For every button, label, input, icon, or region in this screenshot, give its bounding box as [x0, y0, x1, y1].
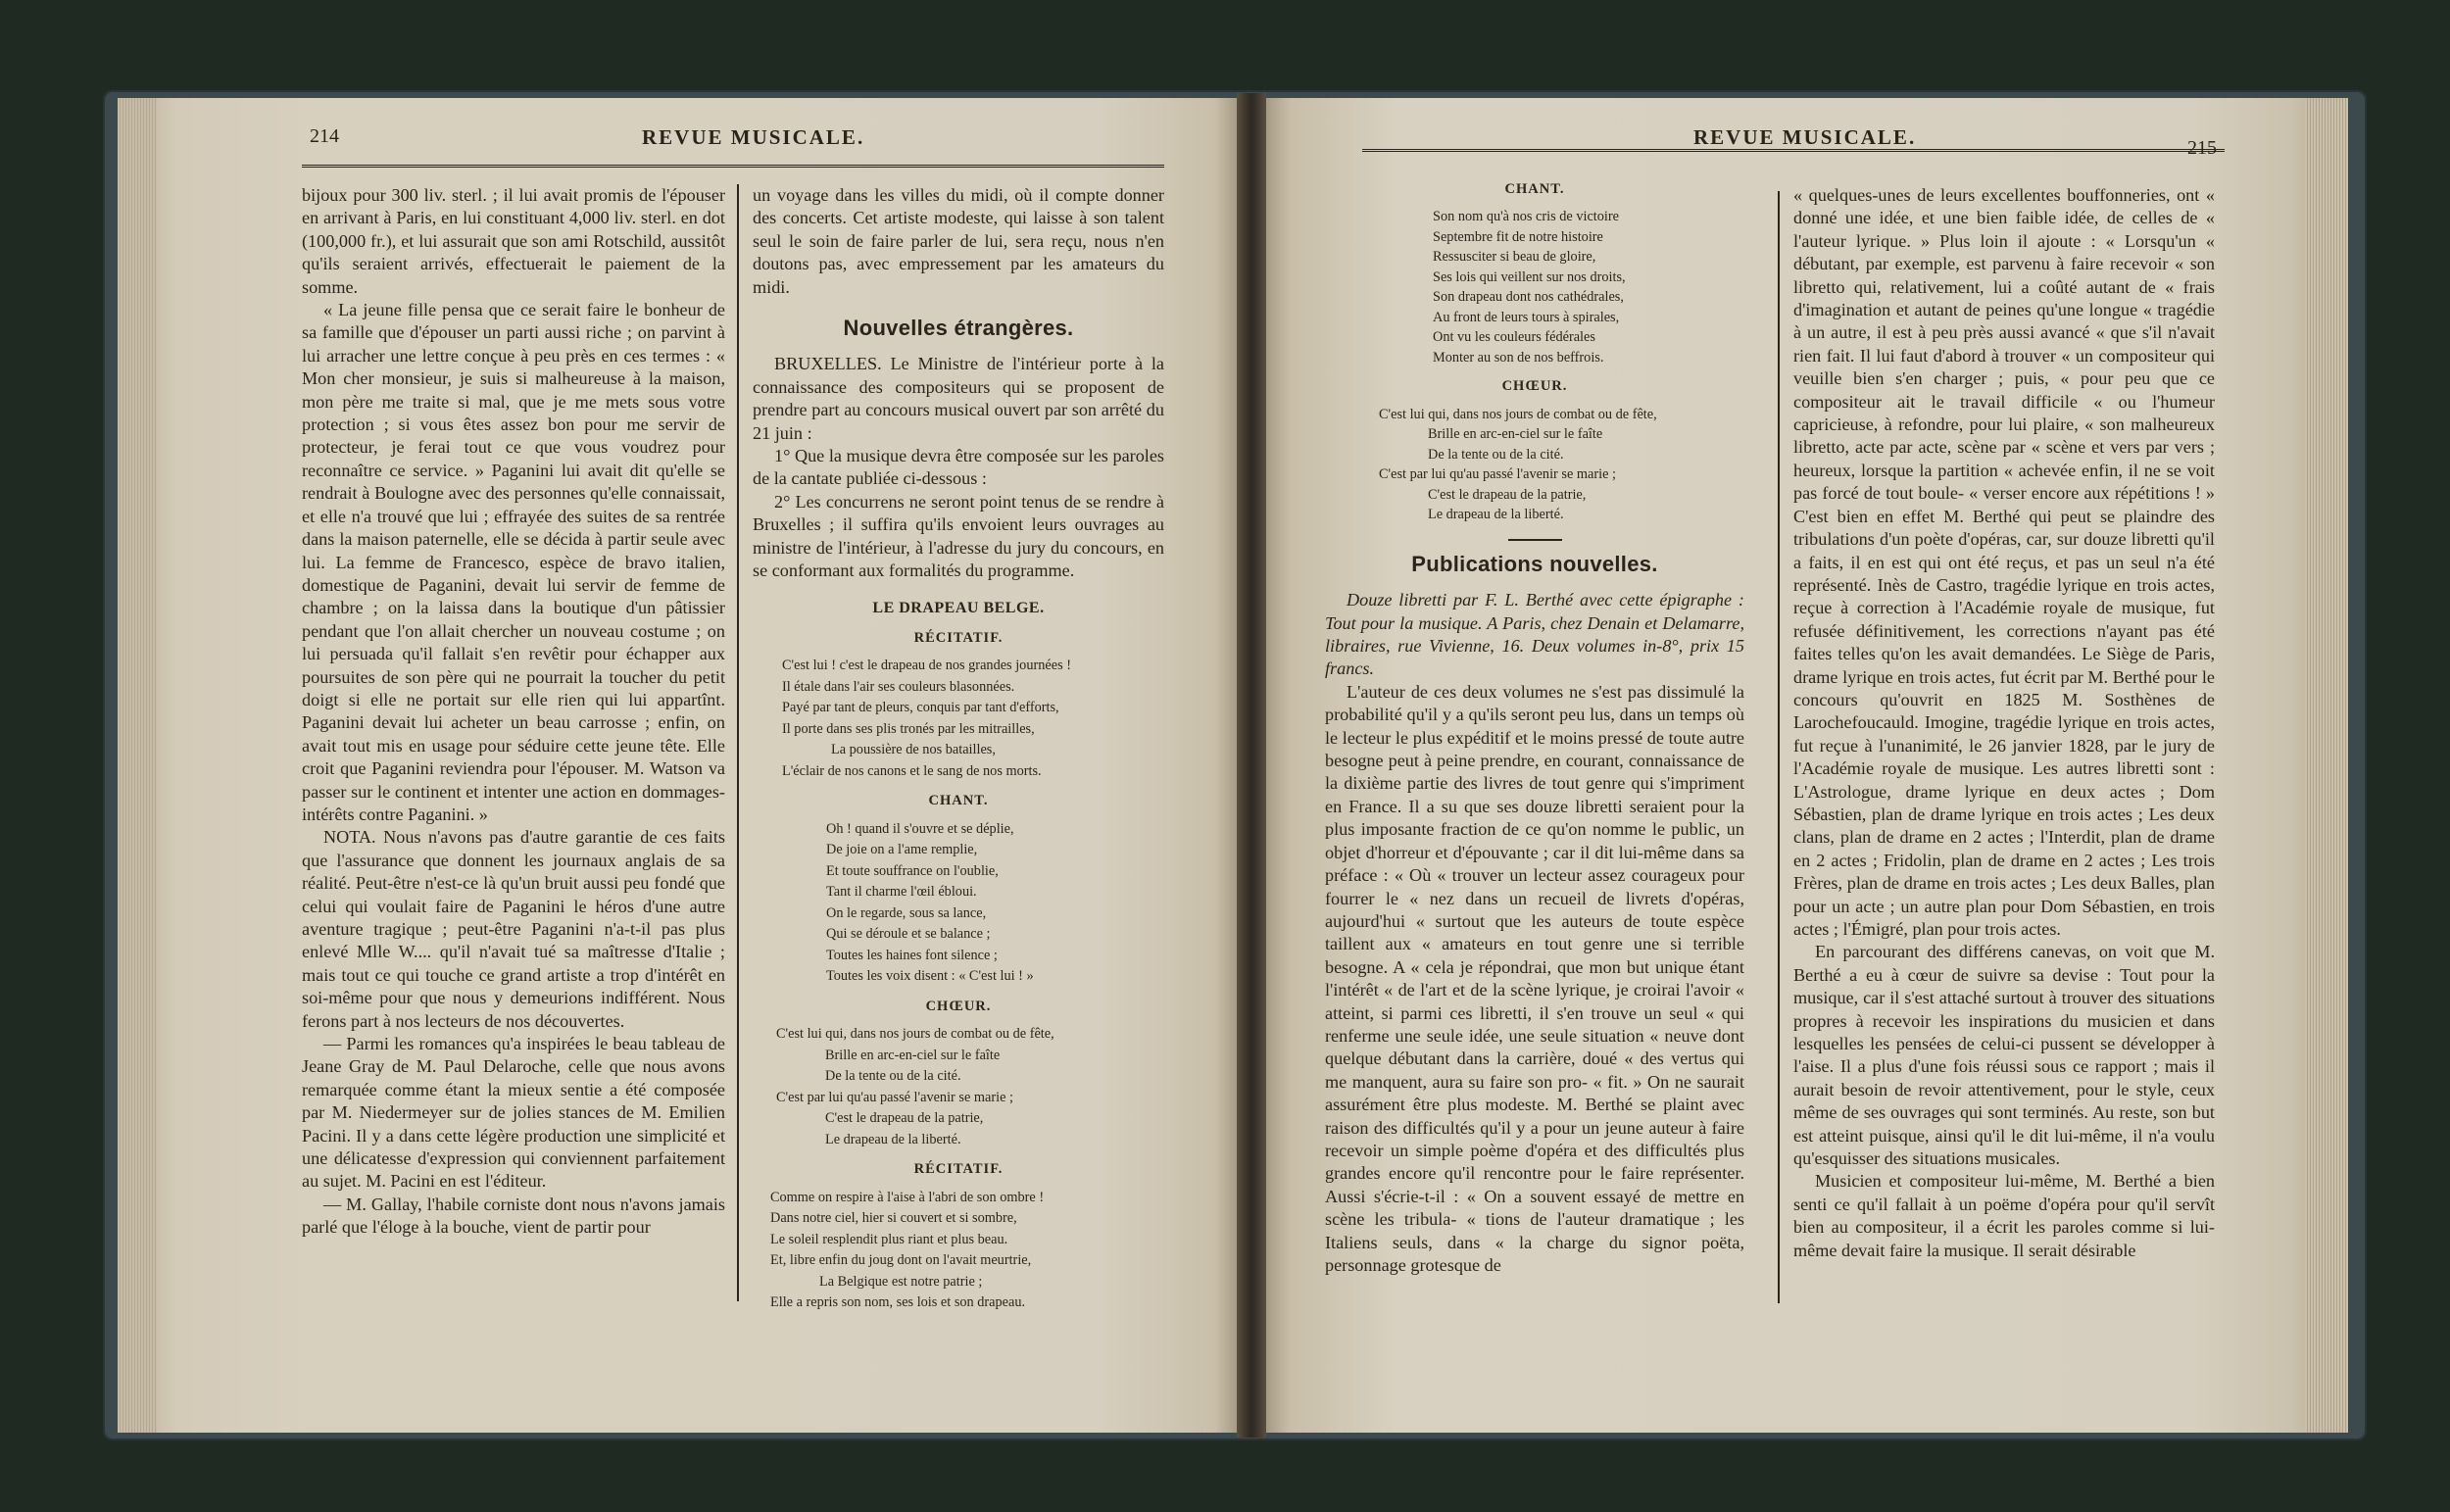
left-header-rule — [302, 165, 1164, 168]
right-page-edges — [2305, 98, 2348, 1433]
verse-line: Elle a repris son nom, ses lois et son drapeau. — [770, 1294, 1026, 1311]
verse-line: Et, libre enfin du joug dont on l'avait meurtrie, — [770, 1252, 1032, 1269]
verse-line: C'est par lui qu'au passé l'avenir se marie ; — [776, 1089, 1013, 1105]
verse-line: Septembre fit de notre histoire — [1433, 228, 1603, 245]
verse-line: Brille en arc-en-ciel sur le faîte — [825, 1047, 1001, 1063]
verse-line: Ont vu les couleurs fédérales — [1433, 329, 1595, 346]
verse-line: C'est le drapeau de la patrie, — [1428, 486, 1587, 503]
verse-line: Au front de leurs tours à spirales, — [1433, 309, 1620, 325]
verse-line: L'éclair de nos canons et le sang de nos morts. — [782, 762, 1042, 779]
paragraph: — M. Gallay, l'habile corniste dont nous n'avons jamais parlé que l'éloge à la bouche, vient de partir pour — [302, 1194, 725, 1238]
verse-line: De joie on a l'ame remplie, — [826, 842, 978, 858]
choeur-verse — [1325, 405, 1744, 525]
verse-line: C'est lui ! c'est le drapeau de nos grandes journées ! — [782, 658, 1071, 674]
verse-line: Toutes les haines font silence ; — [826, 947, 998, 963]
choeur-heading: CHŒUR. — [1501, 378, 1568, 395]
verse-line: Son drapeau dont nos cathédrales, — [1433, 289, 1624, 306]
verse-line: Ressusciter si beau de gloire, — [1433, 249, 1596, 266]
verse-line: Brille en arc-en-ciel sur le faîte — [1428, 426, 1603, 443]
recitatif-heading: RÉCITATIF. — [913, 1161, 1004, 1178]
section-title-publications-nouvelles: Publications nouvelles. — [1411, 551, 1658, 576]
chant-heading: CHANT. — [928, 793, 989, 809]
chant-verse — [753, 819, 1164, 988]
verse-line: De la tente ou de la cité. — [1428, 446, 1564, 463]
left-running-head: REVUE MUSICALE. — [642, 125, 865, 149]
paragraph: — Parmi les romances qu'a inspirées le beau tableau de Jeane Gray de M. Paul Delaroche, celle que nous avons remarquée comme étant la mieux sentie a été composée par M. Niedermeyer sur de jolies stances de M. Emilien Pacini. Il y a dans cette légère production une simplicité et une délicatesse d'expression qui conviennent parfaitement au sujet. M. Pacini en est l'éditeur. — [302, 1034, 725, 1192]
verse-line: Comme on respire à l'aise à l'abri de son ombre ! — [770, 1189, 1045, 1205]
verse-line: La poussière de nos batailles, — [831, 742, 996, 758]
paragraph: « La jeune fille pensa que ce serait faire le bonheur de sa famille que d'épouser un parti aussi riche ; on parvint à lui arracher une lettre conçue à peu près en ces termes : « Mon cher monsieur, je suis si malheureuse à la maison, mon père me traite si mal, que je me mets sous votre protection ; si vous êtes assez bon pour me servir de protecteur, je ferai tout ce que vous voudrez pour reconnaître ce service. » Paganini lui avait dit qu'elle se rendrait à Boulogne avec des personnes qu'elle connaissait, et elle n'a trouvé que lui ; effrayée des suites de sa rentrée dans la maison paternelle, elle se décida à partir seule avec lui. La femme de Francesco, espèce de bravo italien, domestique de Paganini, devait lui servir de femme de chambre ; on la laissa dans la boutique d'un pâtissier pendant que l'on allait chercher un nouveau costume ; on lui persuada qu'il fallait s'en revêtir pour échapper aux poursuites de son père qui ne pourrait la toucher du petit doigt si elle ne portait sur elle rien qui lui appartînt. Paganini devait lui acheter un beau carrosse ; enfin, on avait tout mis en usage pour séduire cette jeune tête. Elle croit que Paganini reviendra pour l'épouser. M. Watson va passer sur le continent et intenter une action en dommages-intérêts contre Paganini. » — [302, 300, 725, 824]
verse-line: La Belgique est notre patrie ; — [819, 1273, 983, 1290]
verse-line: Ses lois qui veillent sur nos droits, — [1433, 268, 1626, 285]
poem-title: LE DRAPEAU BELGE. — [872, 599, 1045, 616]
verse-line: Payé par tant de pleurs, conquis par tant d'efforts, — [782, 700, 1059, 716]
verse-line: Tant il charme l'œil ébloui. — [826, 884, 977, 901]
paragraph-bruxelles: BRUXELLES. Le Ministre de l'intérieur porte à la connaissance des compositeurs qui se proposent de prendre part au concours musical ouvert par son arrêté du 21 juin : — [753, 354, 1164, 443]
paragraph: « quelques-unes de leurs excellentes bouffonneries, ont « donné une idée, et une bien faible idée, de celles de « l'auteur lyrique. » Plus loin il ajoute : « Lorsqu'un « débutant, par exemple, est parvenu à faire recevoir « son libretto qui, relativement, lui a coûté autant de « frais d'imagination et autant de peines qu'une longue « tragédie à un autre, il est à peu près aussi avancé « que s'il n'avait rien fait. Il lui faut d'abord à trouver « un compositeur qui veuille bien s'en charger ; puis, « pour peu que ce compositeur ait le travail difficile « ou l'humeur capricieuse, à refondre, pour lui plaire, « son malheureux libretto, acte par acte, scène par « scène et vers par vers ; heureux, lorsque la partition « achevée enfin, il ne se voit pas forcé de tout boule- « verser encore aux répétitions ! » C'est bien en effet M. Berthé qui peut se plaindre des tribulations d'un poète d'opéras, car, sur douze libretti qu'il a faits, il en est qui ont été reçus, et pas un seul n'a été représenté. Inès de Castro, tragédie lyrique en trois actes, reçue à correction à l'Académie royale de musique, fut refusée définitivement, les corrections n'ayant pas été faites telles qu'on les avait demandées. Le Siège de Paris, drame lyrique en trois actes, fut écrit par M. Berthé pour le concours qu'ouvrit en 1825 M. Sosthènes de Larochefoucauld. Imogine, tragédie lyrique en trois actes, fut reçue à l'unanimité, le 26 janvier 1828, par le jury de l'Académie royale de musique. Les autres libretti sont : L'Astrologue, drame lyrique en deux actes ; Dom Sébastien, plan de drame lyrique en trois actes ; Les deux clans, plan de drame en 2 actes ; l'Interdit, plan de drame en 2 actes ; Fridolin, plan de drame en 2 actes ; Les trois Frères, plan de drame en trois actes ; Les deux Balles, plan pour un acte ; un autre plan pour Dom Sébastien, en trois actes ; l'Émigré, plan pour trois actes. — [1793, 185, 2215, 939]
right-column-divider — [1778, 191, 1780, 1303]
choeur-verse — [753, 1024, 1164, 1150]
section-divider — [1508, 539, 1562, 541]
verse-line: Dans notre ciel, hier si couvert et si sombre, — [770, 1210, 1017, 1227]
verse-line: C'est lui qui, dans nos jours de combat ou de fête, — [1379, 406, 1657, 422]
verse-line: C'est par lui qu'au passé l'avenir se marie ; — [1379, 466, 1616, 483]
verse-line: Toutes les voix disent : « C'est lui ! » — [826, 968, 1034, 985]
right-running-head: REVUE MUSICALE. — [1693, 125, 1917, 149]
verse-line: De la tente ou de la cité. — [825, 1068, 961, 1085]
recitatif-verse — [753, 656, 1164, 782]
verse-line: On le regarde, sous sa lance, — [826, 904, 987, 921]
verse-line: Son nom qu'à nos cris de victoire — [1433, 209, 1619, 225]
paragraph: un voyage dans les villes du midi, où il compte donner des concerts. Cet artiste modeste, qui laisse à son talent seul le soin de faire parler de lui, sera reçu, nous n'en doutons pas, avec empressement par les amateurs du midi. — [753, 185, 1164, 297]
verse-line: C'est le drapeau de la patrie, — [825, 1110, 984, 1127]
right-column-1 — [1325, 176, 1744, 1277]
recitatif-heading: RÉCITATIF. — [913, 629, 1004, 646]
right-page-number: 215 — [2187, 137, 2217, 159]
left-page-number: 214 — [310, 125, 339, 147]
recitatif-verse — [753, 1188, 1164, 1314]
verse-line: Et toute souffrance on l'oublie, — [826, 862, 999, 879]
verse-line: Il étale dans l'air ses couleurs blasonnées. — [782, 678, 1015, 695]
verse-line: Oh ! quand il s'ouvre et se déplie, — [826, 820, 1014, 837]
book-gutter — [1237, 93, 1266, 1438]
left-column-1 — [302, 184, 725, 1240]
section-title-nouvelles-etrangeres: Nouvelles étrangères. — [843, 316, 1074, 341]
paragraph-rule-2: 2° Les concurrens ne seront point tenus de se rendre à Bruxelles ; il suffira qu'ils envoient leurs ouvrages au ministre de l'intérieur, à l'adresse du jury du concours, en se conformant aux formalités du programme. — [753, 491, 1164, 581]
paragraph: En parcourant des différens canevas, on voit que M. Berthé a eu à cœur de suivre sa devise : Tout pour la musique, car il s'est attaché surtout à trouver des situations propres à recevoir les inspirations du musicien et dans lesquelles les pensées de celui-ci pussent se développer à l'aise. Il a plus d'une fois réussi sous ce rapport ; mais il aurait besoin de revoir attentivement, pour le style, ceux même de ses ouvrages qui sont terminés. Au reste, son but est atteint puisque, ainsi qu'il le dit lui-même, il n'a voulu qu'esquisser des situations musicales. — [1793, 942, 2215, 1169]
chant-heading: CHANT. — [1504, 181, 1565, 197]
paragraph: NOTA. Nous n'avons pas d'autre garantie de ces faits que l'assurance que donnent les journaux anglais de sa réalité. Peut-être n'est-ce là qu'un bruit aussi peu fondé que celui qui voulait faire de Paganini le héros d'une autre aventure tragique ; peut-être Paganini n'a-t-il pas plus enlevé Mlle W.... qu'il n'avait tué sa maîtresse d'Italie ; mais tout ce qui touche ce grand artiste a trop d'intérêt en soi-même pour que nous y demeurions indifférent. Nous ferons part à nos lecteurs de nos découvertes. — [302, 827, 725, 1031]
right-column-2 — [1793, 184, 2215, 1262]
paragraph-rule-1: 1° Que la musique devra être composée sur les paroles de la cantate publiée ci-dessous : — [753, 446, 1164, 489]
verse-line: Monter au son de nos beffrois. — [1433, 349, 1604, 366]
publication-entry: Douze libretti par F. L. Berthé avec cette épigraphe : Tout pour la musique. A Paris, chez Denain et Delamarre, libraires, rue Vivienne, 16. Deux volumes in-8°, prix 15 francs. — [1325, 590, 1744, 679]
verse-line: C'est lui qui, dans nos jours de combat ou de fête, — [776, 1026, 1054, 1043]
verse-line: Le drapeau de la liberté. — [825, 1131, 961, 1147]
left-column-2 — [753, 184, 1164, 1314]
paragraph: bijoux pour 300 liv. sterl. ; il lui avait promis de l'épouser en arrivant à Paris, en lui constituant 4,000 liv. sterl. en dot (100,000 fr.), et lui assurait que son ami Rotschild, aussitôt qu'ils seraient arrivés, effectuerait le paiement de la somme. — [302, 185, 725, 297]
verse-line: Le drapeau de la liberté. — [1428, 507, 1564, 523]
chant-verse — [1325, 207, 1744, 367]
paragraph: Musicien et compositeur lui-même, M. Berthé a bien senti ce qu'il fallait à un poëme d'opéra pour qu'il servît bien au compositeur, il a écrit les paroles comme si lui-même devait faire la musique. Il serait désirable — [1793, 1171, 2215, 1260]
choeur-heading: CHŒUR. — [925, 998, 992, 1014]
verse-line: Il porte dans ses plis tronés par les mitrailles, — [782, 720, 1035, 737]
verse-line: Le soleil resplendit plus riant et plus beau. — [770, 1231, 1008, 1247]
verse-line: Qui se déroule et se balance ; — [826, 926, 991, 943]
right-header-rule — [1362, 149, 2225, 152]
paragraph: L'auteur de ces deux volumes ne s'est pas dissimulé la probabilité qu'il y a qu'ils seront peu lus, dans un temps où le lecteur le plus expéditif et le moins pressé de toute autre besogne peut à peine prendre, en courant, connaissance de la dixième partie des livres de tout genre qui s'impriment en France. Il a su que ses douze libretti seraient pour la plus imposante fraction de ce qu'on nomme le public, un objet d'horreur et d'épouvante ; car il dit lui-même dans sa préface : « Où « trouver un lecteur assez courageux pour fourrer le « nez dans un recueil de livrets d'opéras, aujourd'hui « surtout que les auteurs de toute espèce taillent aux « amateurs en tout genre une si terrible besogne. A « cela je répondrai, que mon but unique étant l'intérêt « de l'art et de la scène lyrique, je croirai l'avoir « atteint, si parmi ces libretti, il s'en trouve un seul « qui renferme une seule idée, une seule situation « neuve dont quelque débutant dans la carrière, doué « des vertus qui me manquent, aura su faire son pro- « fit. » On ne saurait assurément être plus modeste. M. Berthé se plaint avec raison des difficultés qu'il y a pour un jeune auteur à faire recevoir un simple poème d'opéra et des difficultés plus grandes encore qu'il rencontre pour le faire représenter. Aussi s'écrie-t-il : « On a souvent essayé de mettre en scène les tribula- « tions de l'auteur dramatique ; les Italiens seuls, dans « la charge du signor poëta, personnage grotesque de — [1325, 681, 1744, 1275]
left-column-divider — [737, 184, 739, 1301]
left-page-edges — [118, 98, 157, 1433]
